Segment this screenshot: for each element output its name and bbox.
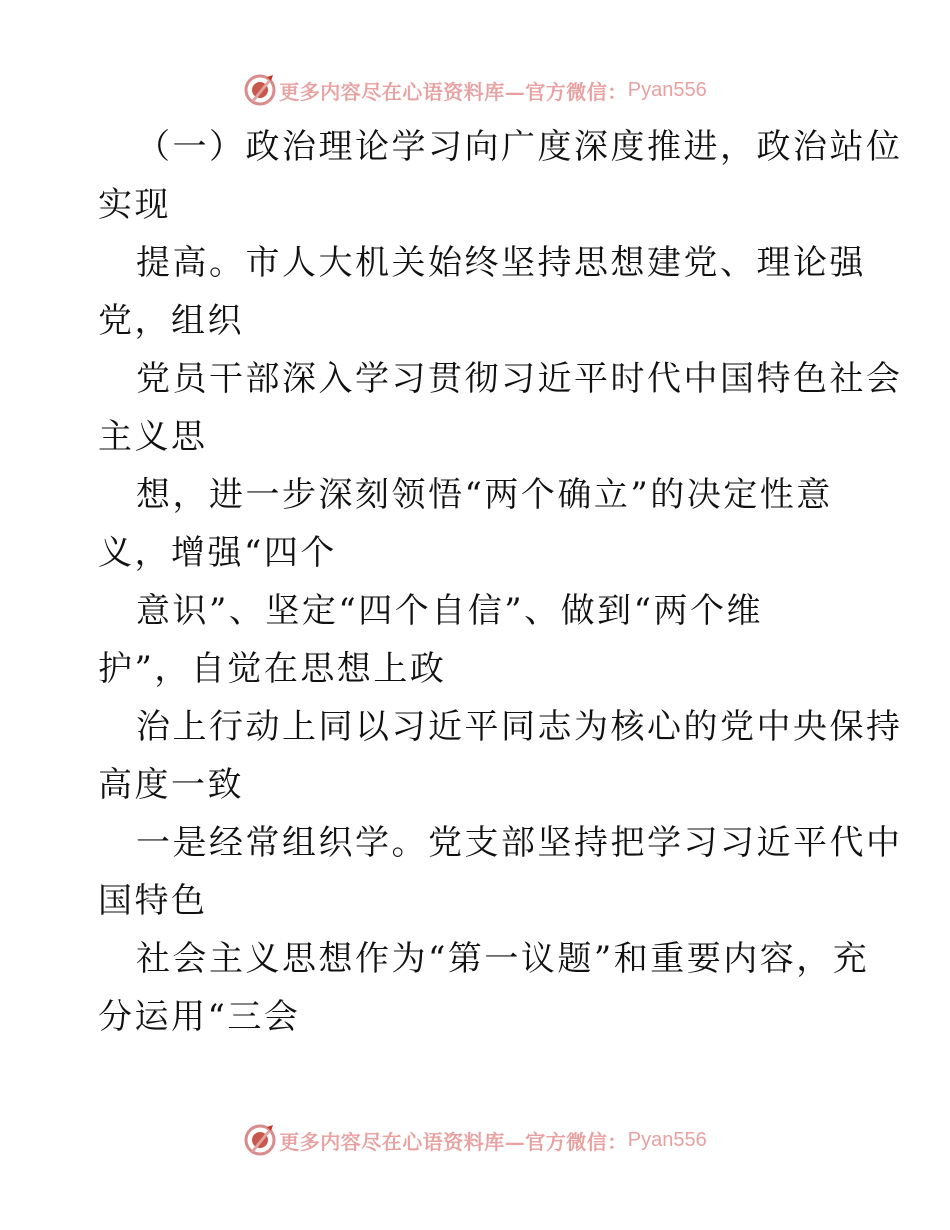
banner-brand-text: 更多内容尽在心语资料库—官方微信： [279,1129,628,1154]
text-line: 党员干部深入学习贯彻习近平时代中国特色社会 [136,359,903,399]
banner-brand-text: 更多内容尽在心语资料库—官方微信： [279,79,628,104]
text-line: 主义思 [98,417,208,457]
header-banner [0,70,950,110]
banner-account-text: Pyan556 [627,78,707,101]
text-line: 想，进一步深刻领悟“两个确立”的决定性意 [136,475,833,515]
text-line: 一是经常组织学。党支部坚持把学习习近平代中 [136,823,903,863]
text-line: 提高。市人大机关始终坚持思想建党、理论强 [136,243,866,283]
text-line: 护”，自觉在思想上政 [98,649,447,689]
text-line: （一）政治理论学习向广度深度推进，政治站位 [136,127,903,167]
text-line: 意识”、坚定“四个自信”、做到“两个维 [136,591,764,631]
text-line: 社会主义思想作为“第一议题”和重要内容，充 [136,939,870,979]
footer-banner [0,1120,950,1160]
text-line: 党，组织 [98,301,244,341]
text-line: 义，增强“四个 [98,533,337,573]
text-line: 分运用“三会 [98,997,301,1037]
quill-seal-logo-icon [243,1123,277,1157]
text-line: 治上行动上同以习近平同志为核心的党中央保持 [136,707,903,747]
document-body [98,118,903,1046]
banner-account-text: Pyan556 [627,1128,707,1151]
text-line: 高度一致 [98,765,244,805]
quill-seal-logo-icon [243,73,277,107]
text-line: 国特色 [98,881,208,921]
text-line: 实现 [98,185,171,225]
